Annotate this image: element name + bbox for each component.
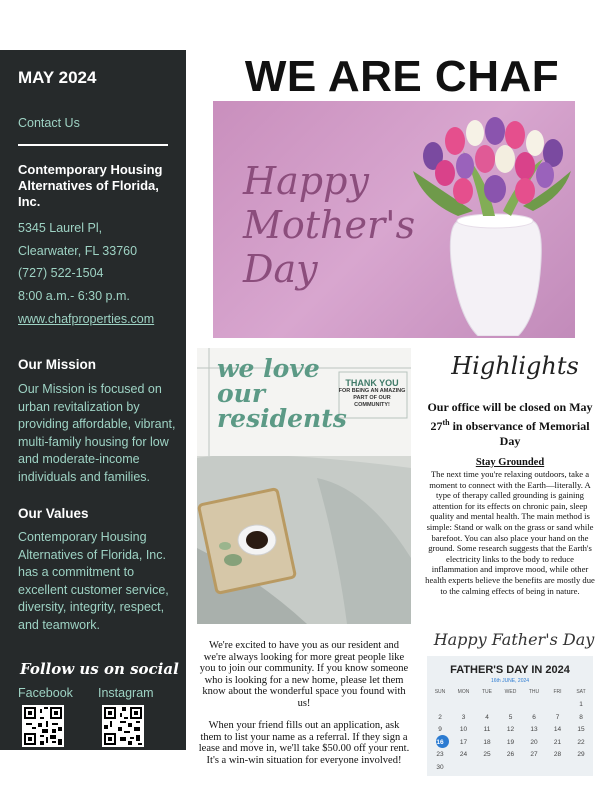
address-line-2: Clearwater, FL 33760	[18, 244, 138, 258]
calendar-day: 14	[553, 726, 562, 733]
calendar-day: 12	[506, 726, 515, 733]
tulip-vase-image	[403, 111, 573, 336]
weekday-label: TUE	[482, 689, 492, 695]
address-line-1: 5345 Laurel Pl,	[18, 221, 103, 235]
calendar-day: 9	[438, 726, 442, 733]
newsletter-headline: WE ARE CHAF	[244, 52, 560, 101]
calendar-day: 24	[459, 751, 468, 758]
calendar-day: 25	[483, 751, 491, 758]
facebook-link[interactable]: Facebook	[18, 686, 73, 700]
instagram-link[interactable]: Instagram	[98, 686, 154, 700]
fathers-day-heading: Happy Father's Day	[433, 630, 595, 649]
calendar-day: 4	[485, 713, 489, 721]
phone-number: (727) 522-1504	[18, 266, 104, 280]
calendar-day: 13	[530, 726, 538, 733]
divider	[18, 144, 168, 146]
mission-heading: Our Mission	[18, 357, 97, 372]
calendar-day: 21	[553, 738, 562, 746]
calendar-day: 23	[436, 751, 444, 758]
office-closed-notice	[425, 400, 595, 449]
website-link[interactable]: www.chafproperties.com	[18, 312, 155, 326]
highlights-heading: Highlights	[451, 352, 579, 380]
weekday-label: THU	[528, 689, 540, 695]
mission-text: Our Mission is focused on urban revitalization by providing affordable, vibrant, multi-family housing for low and moderate-income individuals and families.	[18, 382, 176, 484]
values-heading: Our Values	[18, 506, 89, 521]
calendar-day: 15	[577, 726, 585, 733]
calendar-day: 3	[461, 713, 466, 721]
calendar-day: 30	[436, 763, 444, 771]
residents-title: we love our residents	[217, 354, 347, 433]
office-hours: 8:00 a.m.- 6:30 p.m.	[18, 289, 130, 303]
calendar-day: 11	[483, 726, 491, 733]
facebook-qr-code[interactable]	[22, 705, 64, 747]
calendar-day: 8	[579, 713, 583, 721]
calendar-day: 10	[459, 726, 468, 733]
calendar-day: 5	[508, 713, 513, 721]
calendar-heading: FATHER'S DAY IN 2024	[450, 664, 570, 676]
calendar-day: 1	[579, 701, 583, 708]
calendar-day: 22	[577, 738, 585, 746]
weekday-label: SAT	[576, 689, 586, 695]
calendar-day: 27	[530, 751, 538, 758]
calendar-day: 17	[459, 738, 468, 746]
calendar-subheading: 16th JUNE, 2024	[490, 678, 530, 684]
referral-paragraph-1: We're excited to have you as our resident and we're always looking for more great people like you to join our community. If you know someone who is looking for a new home, please let them know about the wonderful space you found with us!	[199, 640, 409, 709]
org-name: Contemporary Housing Alternatives of Florida, Inc.	[18, 162, 163, 209]
thank-you-heading: THANK YOU	[345, 378, 399, 388]
mothers-day-text: Happy Mother's Day	[243, 159, 416, 291]
calendar-grid	[427, 656, 593, 776]
calendar-day: 7	[555, 713, 560, 721]
referral-article	[197, 640, 411, 777]
thank-you-card	[337, 378, 407, 409]
calendar-day: 19	[506, 738, 515, 746]
grounded-heading: Stay Grounded	[475, 457, 545, 468]
mothers-day-banner	[213, 101, 575, 338]
calendar-day: 18	[483, 738, 491, 746]
weekday-label: SUN	[434, 689, 446, 695]
calendar-day: 20	[530, 738, 538, 746]
issue-date: MAY 2024	[18, 68, 97, 87]
thank-you-subtext: FOR BEING AN AMAZING PART OF OUR COMMUNITY!	[338, 388, 406, 408]
calendar-day: 29	[577, 751, 585, 758]
weekday-label: FRI	[553, 689, 562, 695]
weekday-label: WED	[504, 689, 517, 695]
weekday-label: MON	[457, 689, 470, 695]
contact-heading: Contact Us	[18, 116, 80, 130]
office-closed-text: Our office will be closed on May 27th in observance of Memorial Day	[427, 400, 593, 448]
fathers-day-calendar	[427, 656, 593, 776]
residents-banner	[197, 348, 411, 456]
grounded-text: The next time you're relaxing outdoors, take a moment to connect with the Earth—literally. A type of therapy called grounding is gaining attention for its effects on chronic pain, sleep quality and mental health. The main method is simple: Stand or walk on the grass or sand while barefoot. You can also place your hand on the ground. Some research suggests that the Earth's electricity links to the body to reduce inflammation and improve mood, while other health experts believe the benefits are mostly due to the calming effects of being in nature.	[425, 469, 595, 596]
values-text: Contemporary Housing Alternatives of Florida, Inc. has a commitment to excellent customer service, diversity, integrity, respect, and teamwork.	[18, 530, 169, 632]
instagram-qr-code[interactable]	[102, 705, 144, 747]
calendar-day: 6	[532, 713, 536, 721]
calendar-day: 2	[438, 713, 442, 721]
follow-heading: Follow us on social	[20, 660, 179, 678]
calendar-day: 16	[436, 738, 444, 746]
referral-paragraph-2: When your friend fills out an application, ask them to list your name as a referral. If they sign a lease and move in, we'll take $50.00 off your rent. It's a win-win situation for everyone involved!	[198, 720, 410, 766]
calendar-day: 26	[506, 751, 515, 758]
calendar-day: 28	[553, 751, 562, 758]
residents-image	[197, 348, 411, 624]
sidebar	[0, 50, 186, 750]
